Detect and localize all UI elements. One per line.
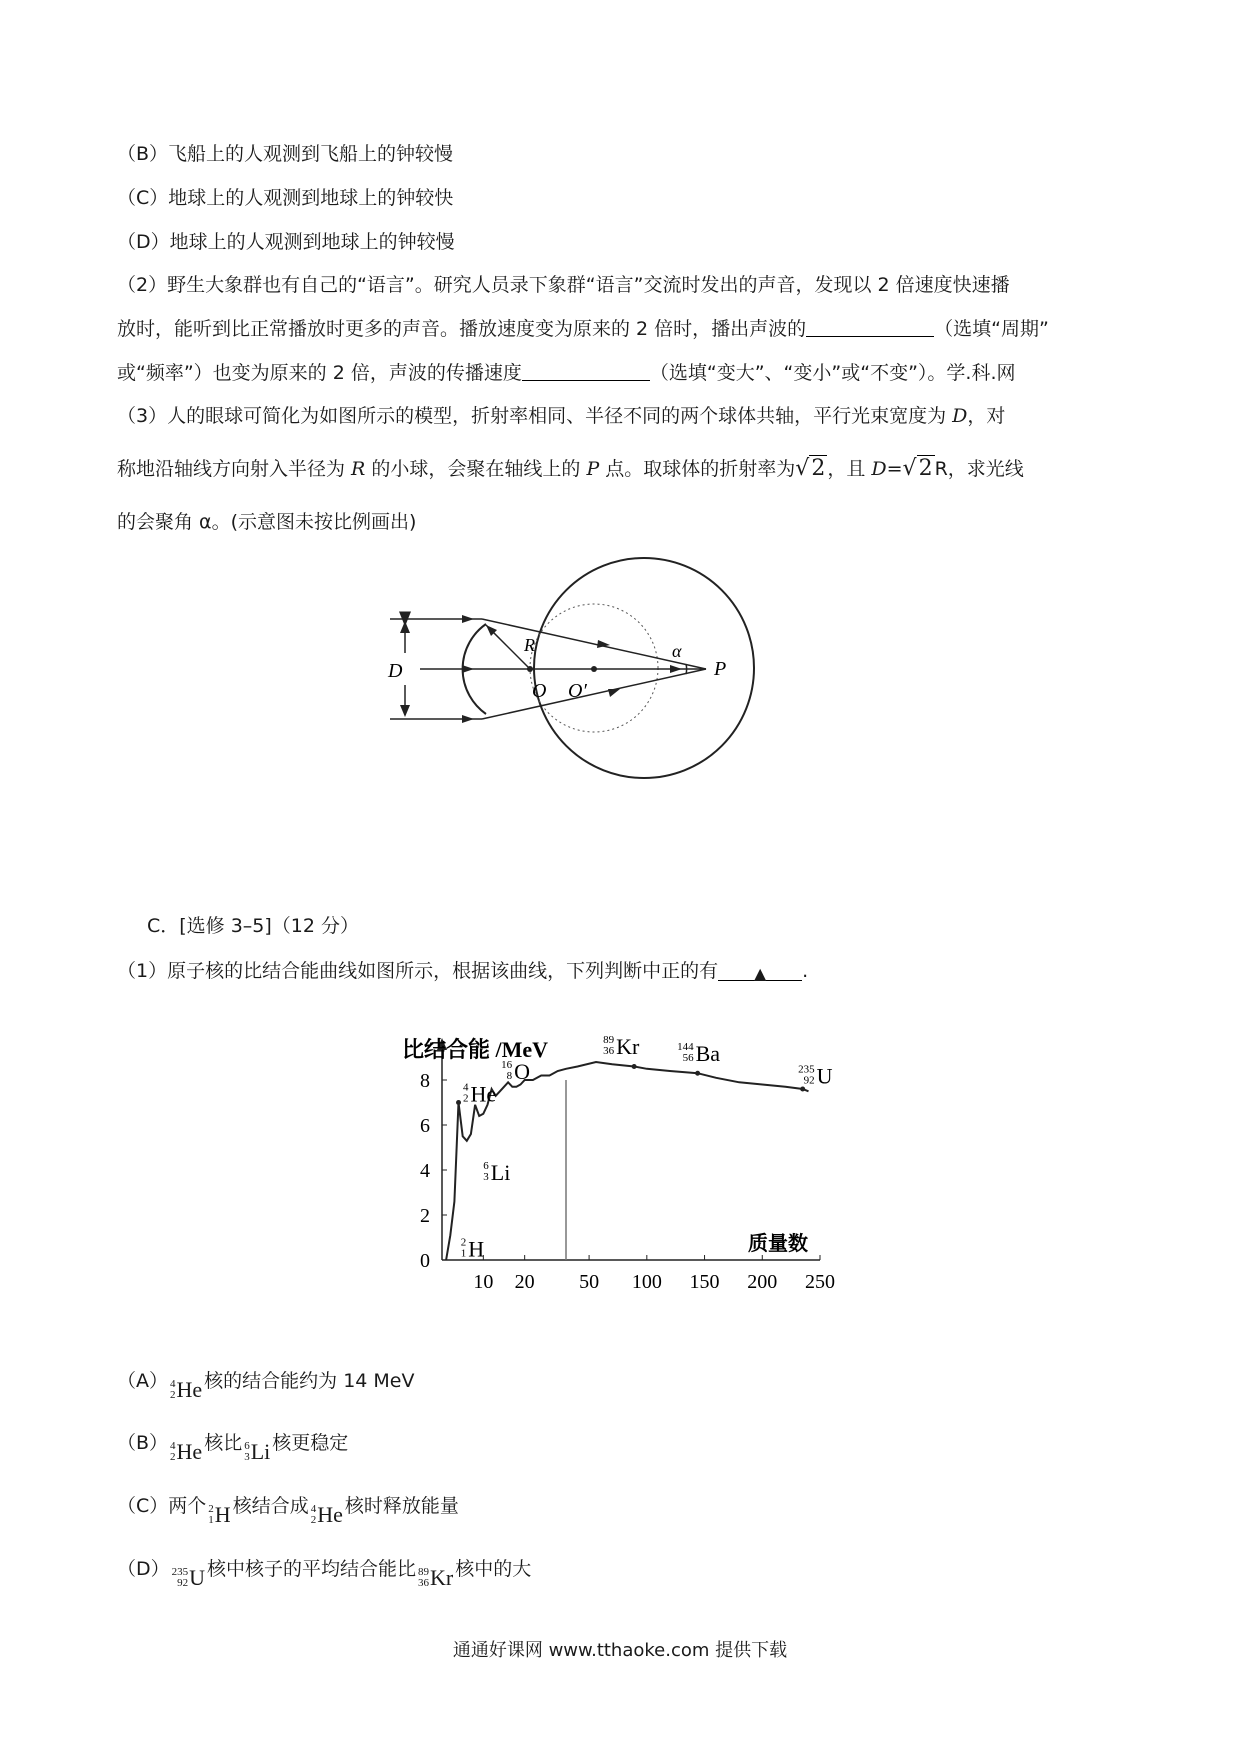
q2-line2: 放时，能听到比正常播放时更多的声音。播放速度变为原来的 2 倍时，播出声波的 （选填“周期”	[117, 318, 1049, 340]
nuclide-charge: 3	[483, 1171, 489, 1183]
nuclide-charge: 1	[460, 1247, 467, 1260]
nuclide-symbol: Ba	[695, 1040, 721, 1066]
data-point	[695, 1071, 700, 1076]
nuclide-he4-a: 4 2 He	[170, 1377, 203, 1402]
nuclide-mass: 6	[483, 1160, 489, 1172]
q2-line3: 或“频率”）也变为原来的 2 倍，声波的传播速度 （选填“变大”、“变小”或“不变”）。学.科.网	[117, 362, 1016, 384]
label-p: P	[714, 658, 727, 680]
nuclide-charge: 36	[603, 1045, 615, 1057]
nuclide-label-u	[798, 1063, 833, 1088]
sqrt-2: √2	[795, 456, 826, 481]
nuclide-label-h	[461, 1237, 485, 1262]
y-tick-label: 6	[420, 1115, 430, 1137]
nuclide-li6: 6 3 Li	[244, 1439, 271, 1464]
page-footer: 通通好课网 www.tthaoke.com 提供下载	[452, 1640, 788, 1661]
nuclide-u235: 235 92 U	[171, 1565, 206, 1590]
nuclide-symbol: O	[514, 1058, 531, 1084]
nuclide-charge: 56	[682, 1051, 694, 1064]
section-c-title: C．[选修 3–5]（12 分）	[147, 915, 360, 937]
nuclide-symbol: Kr	[616, 1034, 640, 1059]
q3-line3: 的会聚角 α。(示意图未按比例画出)	[117, 511, 417, 533]
q1-text: （1）原子核的比结合能曲线如图所示，根据该曲线，下列判断中正的有 ▲ .	[117, 960, 809, 983]
nuclide-kr89: 89 36 Kr	[418, 1565, 454, 1590]
nuclide-label-kr	[603, 1034, 640, 1059]
y-tick-label: 8	[420, 1070, 430, 1092]
answer-blank-2[interactable]	[522, 360, 650, 381]
y-tick-label: 2	[420, 1205, 430, 1227]
nuclide-symbol: He	[470, 1081, 497, 1107]
sqrt-2-b: √2	[902, 456, 933, 481]
nuclide-label-li	[483, 1160, 510, 1185]
nuclide-h2: 2 1 H	[208, 1502, 231, 1527]
nuclide-label-o	[501, 1059, 530, 1084]
x-tick-label: 150	[689, 1271, 720, 1293]
nuclide-mass: 89	[603, 1034, 615, 1046]
eye-model-diagram	[388, 575, 860, 845]
label-o-prime: O′	[568, 680, 587, 702]
y-tick-label: 4	[420, 1160, 430, 1182]
y-tick-label: 0	[420, 1250, 430, 1272]
nuclide-symbol: Li	[490, 1160, 511, 1185]
answer-b: （B） 4 2 He 核比 6 3 Li 核更稳定	[117, 1432, 349, 1464]
x-tick-label: 20	[514, 1271, 535, 1293]
nuclide-mass: 16	[501, 1058, 513, 1071]
data-point	[632, 1064, 637, 1069]
answer-blank-3[interactable]: ▲	[718, 960, 802, 981]
label-r: R	[524, 635, 535, 655]
nuclide-mass: 235	[798, 1063, 815, 1076]
nuclide-he4-c: 4 2 He	[310, 1502, 343, 1527]
nuclide-label-ba	[677, 1041, 720, 1066]
option-c: （C）地球上的人观测到地球上的钟较快	[117, 187, 454, 209]
nuclide-mass: 144	[677, 1040, 694, 1053]
q3-line2: 称地沿轴线方向射入半径为 R 的小球，会聚在轴线上的 P 点。取球体的折射率为√2 ，且 D=√2 R，求光线	[117, 456, 1024, 481]
label-alpha: α	[672, 641, 682, 661]
answer-a: （A） 4 2 He 核的结合能约为 14 MeV	[117, 1370, 415, 1402]
x-axis-label: 质量数	[748, 1233, 808, 1255]
y-axis-label: 比结合能 /MeV	[402, 1037, 549, 1062]
x-tick-label: 10	[473, 1271, 494, 1293]
x-tick-label: 200	[747, 1271, 778, 1293]
nuclide-charge: 8	[506, 1069, 513, 1082]
nuclide-symbol: H	[468, 1236, 485, 1262]
nuclide-he4-b: 4 2 He	[170, 1439, 203, 1464]
nuclide-mass: 2	[460, 1236, 467, 1249]
nuclide-label-he	[463, 1081, 496, 1106]
data-point	[456, 1100, 461, 1105]
q2-line1: （2）野生大象群也有自己的“语言”。研究人员录下象群“语言”交流时发出的声音，发现以 2 倍速度快速播	[117, 274, 1010, 296]
answer-c: （C）两个 2 1 H 核结合成 4 2 He 核时释放能量	[117, 1495, 459, 1527]
answer-d: （D） 235 92 U 核中核子的平均结合能比 89 36 Kr 核中的大	[117, 1558, 532, 1590]
label-o: O	[532, 680, 547, 702]
nuclide-charge: 92	[803, 1074, 815, 1087]
data-point	[800, 1087, 805, 1092]
x-tick-label: 50	[579, 1271, 600, 1293]
label-d: D	[388, 660, 403, 682]
option-b: （B）飞船上的人观测到飞船上的钟较慢	[117, 143, 454, 165]
q3-line1: （3）人的眼球可简化为如图所示的模型，折射率相同、半径不同的两个球体共轴，平行光束宽度为 D，对	[117, 405, 1006, 427]
x-tick-label: 250	[805, 1271, 835, 1293]
nuclide-mass: 4	[463, 1081, 469, 1094]
nuclide-symbol: U	[816, 1063, 833, 1089]
answer-blank-1[interactable]	[806, 316, 934, 337]
x-tick-label: 100	[631, 1271, 662, 1293]
option-d: （D）地球上的人观测到地球上的钟较慢	[117, 231, 455, 253]
binding-energy-chart	[400, 1028, 840, 1328]
nuclide-charge: 2	[463, 1092, 469, 1105]
